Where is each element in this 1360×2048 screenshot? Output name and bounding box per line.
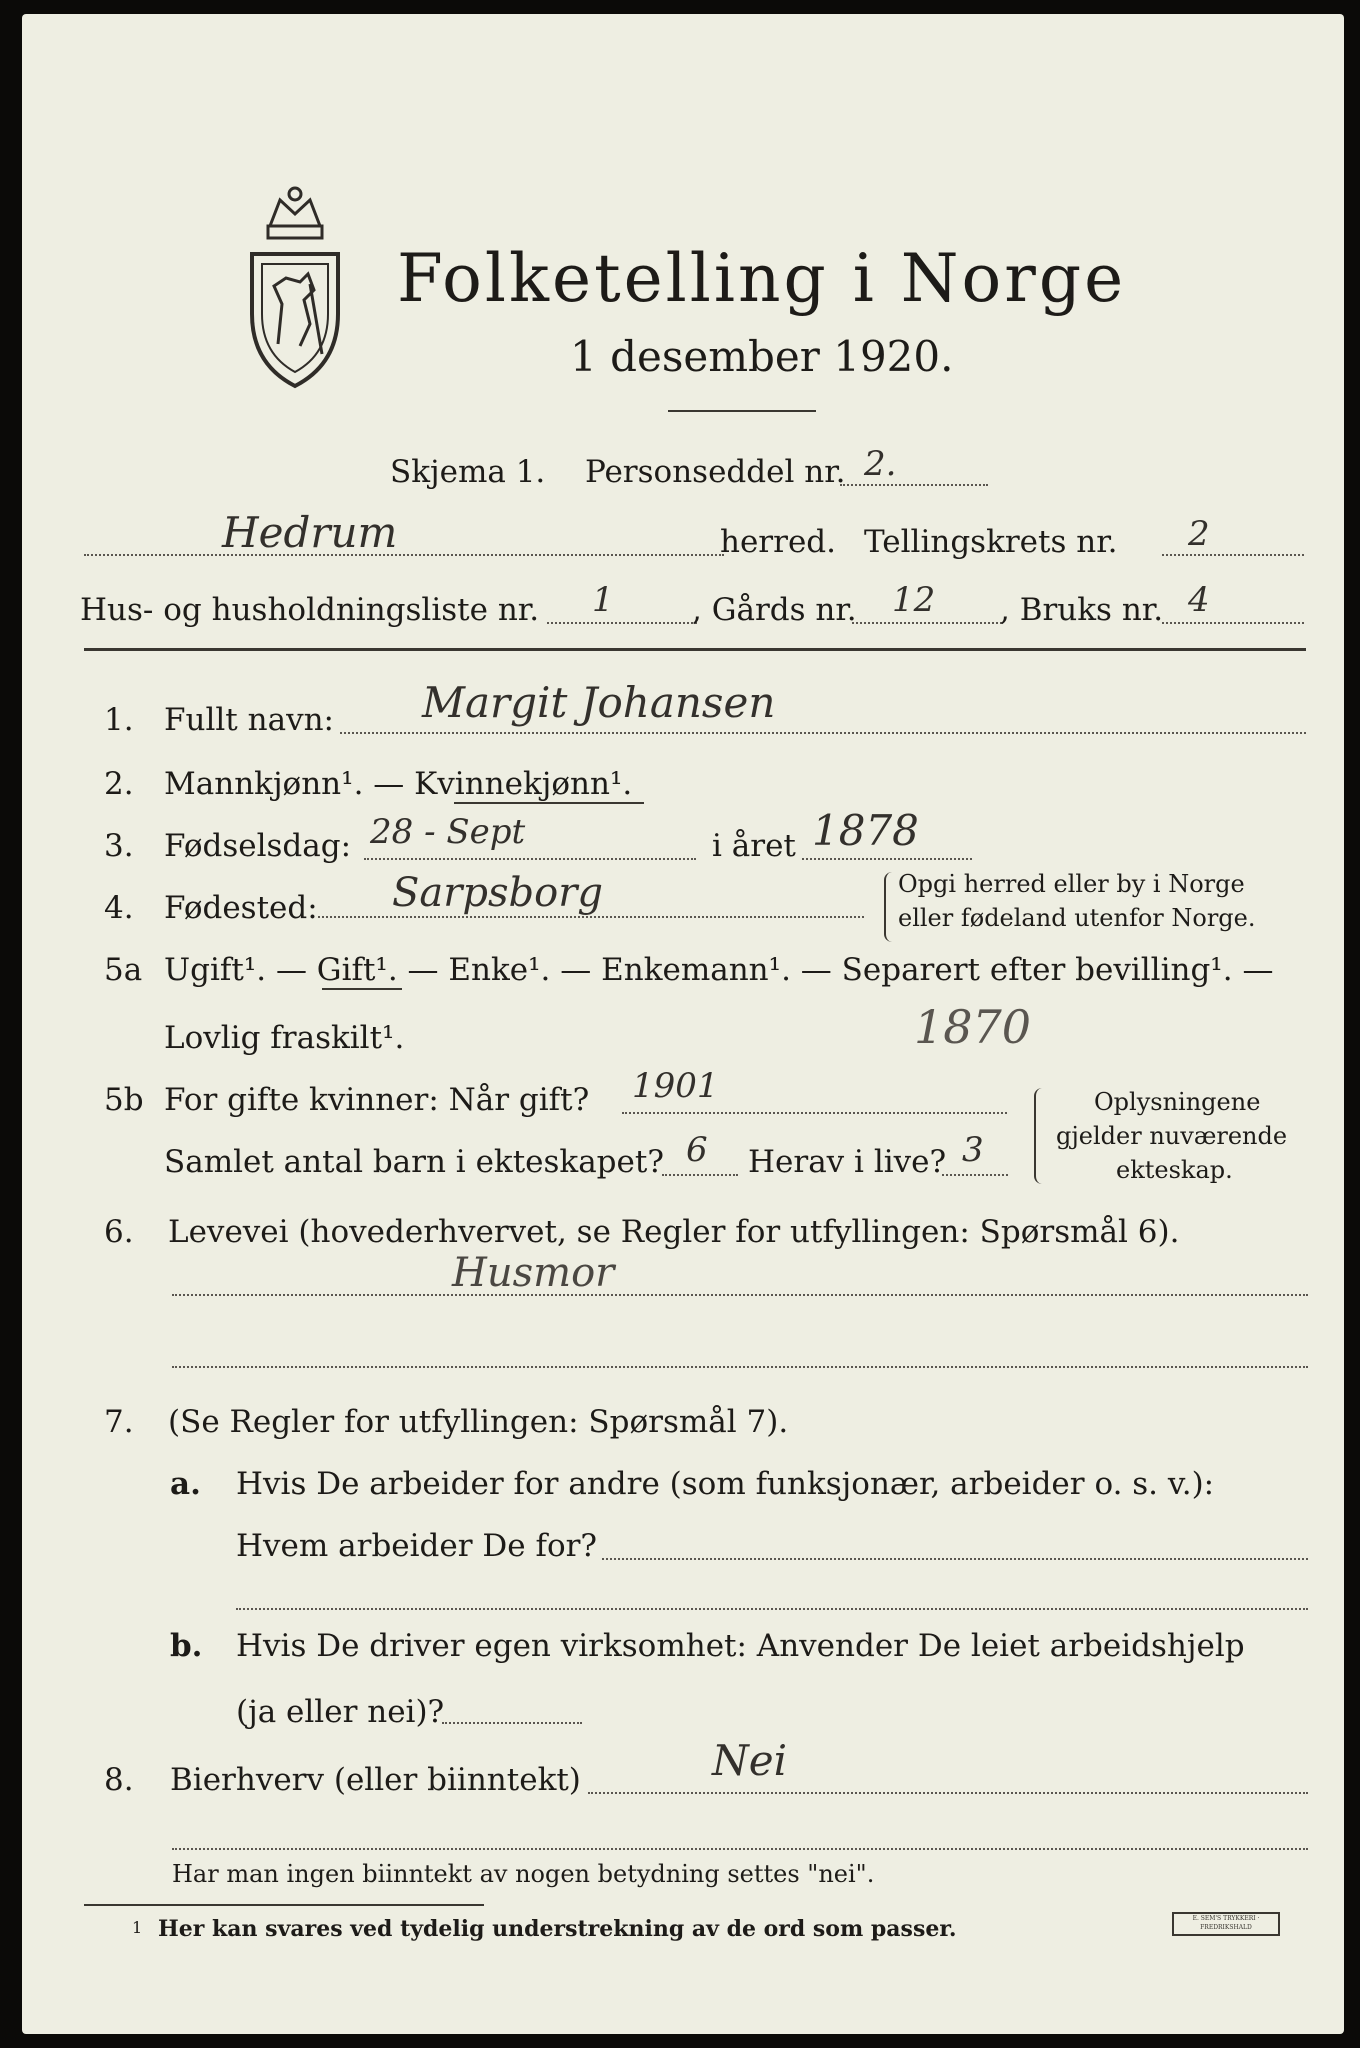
q5b-note-line3: ekteskap.	[1116, 1156, 1233, 1184]
bruks-value: 4	[1188, 580, 1210, 620]
title-rule	[668, 410, 816, 412]
q6-line1	[172, 1294, 1308, 1296]
hus-label: Hus- og husholdningsliste nr.	[80, 592, 540, 628]
q5b-children-line	[662, 1174, 738, 1176]
q7a-label: Hvis De arbeider for andre (som funksjonær, arbeider o. s. v.):	[236, 1466, 1215, 1502]
q5b-married-line	[622, 1112, 1007, 1114]
q1-line	[340, 732, 1306, 734]
q5b-note-line2: gjelder nuværende	[1056, 1122, 1288, 1150]
q7a-line1	[602, 1558, 1308, 1560]
q5b-label: For gifte kvinner: Når gift?	[164, 1082, 590, 1118]
q5a-annotation: 1870	[914, 1000, 1032, 1054]
printer-stamp: E. SEM'S TRYKKERI · FREDRIKSHALD	[1172, 1912, 1280, 1936]
q7a-line2	[236, 1608, 1308, 1610]
q5b-note-line1: Oplysningene	[1094, 1088, 1261, 1116]
herred-label: herred.	[720, 524, 836, 560]
census-form-sheet	[22, 14, 1344, 2034]
q5b-alive-line	[942, 1174, 1008, 1176]
q4-line	[318, 916, 864, 918]
q5a-number: 5a	[104, 952, 143, 988]
bruks-label: , Bruks nr.	[1000, 592, 1164, 628]
q5b-alive-value: 3	[962, 1130, 984, 1170]
q5a-label: Ugift¹. — Gift¹. — Enke¹. — Enkemann¹. — Separert efter bevilling¹. —	[164, 952, 1274, 988]
form-date: 1 desember 1920.	[570, 332, 954, 381]
q1-number: 1.	[104, 702, 134, 738]
skjema-label: Skjema 1.	[390, 454, 546, 490]
q3-number: 3.	[104, 828, 134, 864]
q6-value: Husmor	[452, 1250, 615, 1296]
personseddel-value: 2.	[864, 444, 897, 484]
q8-number: 8.	[104, 1762, 134, 1798]
q8-line1	[588, 1792, 1308, 1794]
q5b-children-label: Samlet antal barn i ekteskapet?	[164, 1144, 664, 1180]
herred-line	[84, 554, 724, 556]
q5b-alive-label: Herav i live?	[748, 1144, 947, 1180]
q4-number: 4.	[104, 890, 134, 926]
q5b-married-value: 1901	[632, 1066, 719, 1106]
personseddel-label: Personseddel nr.	[585, 454, 846, 490]
tellingskrets-value: 2	[1188, 514, 1210, 554]
gards-line	[852, 622, 1002, 624]
q7a-number: a.	[170, 1466, 201, 1502]
biinntekt-note: Har man ingen biinntekt av nogen betydning settes "nei".	[172, 1860, 875, 1888]
q3-value: 28 - Sept	[370, 812, 526, 852]
coat-of-arms-icon	[230, 174, 360, 394]
hus-value: 1	[592, 580, 614, 620]
hus-line	[547, 622, 697, 624]
q1-value: Margit Johansen	[422, 678, 776, 727]
gards-value: 12	[892, 580, 936, 620]
q7b-number: b.	[170, 1628, 203, 1664]
q7-label: (Se Regler for utfyllingen: Spørsmål 7).	[168, 1404, 789, 1440]
tellingskrets-label: Tellingskrets nr.	[864, 524, 1118, 560]
q7b-line	[442, 1722, 582, 1724]
q4-note-line1: Opgi herred eller by i Norge	[898, 870, 1245, 898]
q1-label: Fullt navn:	[164, 702, 334, 738]
tellingskrets-line	[1162, 554, 1304, 556]
q5b-children-value: 6	[686, 1130, 708, 1170]
header-divider	[84, 648, 1306, 651]
q6-line2	[172, 1366, 1308, 1368]
footnote-text: Her kan svares ved tydelig understrekning av de ord som passer.	[158, 1916, 957, 1942]
q5b-brace	[1034, 1088, 1046, 1184]
gards-label: , Gårds nr.	[692, 592, 857, 628]
footnote-rule	[84, 1904, 484, 1906]
q2-number: 2.	[104, 766, 134, 802]
q8-value: Nei	[712, 1736, 788, 1785]
form-title: Folketelling i Norge	[397, 240, 1127, 317]
q7b-label-line2: (ja eller nei)?	[236, 1694, 445, 1730]
q3-label: Fødselsdag:	[164, 828, 352, 864]
personseddel-line	[840, 484, 988, 486]
q8-label: Bierhverv (eller biinntekt)	[170, 1762, 581, 1798]
q4-value: Sarpsborg	[392, 870, 603, 916]
footnote-mark: 1	[132, 1918, 143, 1937]
q6-label: Levevei (hovederhvervet, se Regler for utfyllingen: Spørsmål 6).	[168, 1214, 1180, 1250]
q2-underline-kvinnekjonn	[454, 802, 644, 804]
q6-number: 6.	[104, 1214, 134, 1250]
q5b-number: 5b	[104, 1082, 144, 1118]
q5a-label-line2: Lovlig fraskilt¹.	[164, 1020, 405, 1056]
q4-label: Fødested:	[164, 890, 318, 926]
q7-number: 7.	[104, 1404, 134, 1440]
q2-label: Mannkjønn¹. — Kvinnekjønn¹.	[164, 766, 633, 802]
q3-year-line	[802, 858, 972, 860]
q5a-underline-gift	[322, 988, 402, 990]
q3-year-label: i året	[712, 828, 796, 864]
bruks-line	[1162, 622, 1304, 624]
q7b-label: Hvis De driver egen virksomhet: Anvender De leiet arbeidshjelp	[236, 1628, 1245, 1664]
q3-line	[364, 858, 696, 860]
q8-line2	[172, 1848, 1308, 1850]
herred-value: Hedrum	[222, 508, 398, 557]
q3-year-value: 1878	[812, 806, 919, 855]
q4-brace	[884, 872, 894, 942]
q4-note-line2: eller fødeland utenfor Norge.	[898, 904, 1256, 932]
q7a-label-line2: Hvem arbeider De for?	[236, 1528, 598, 1564]
